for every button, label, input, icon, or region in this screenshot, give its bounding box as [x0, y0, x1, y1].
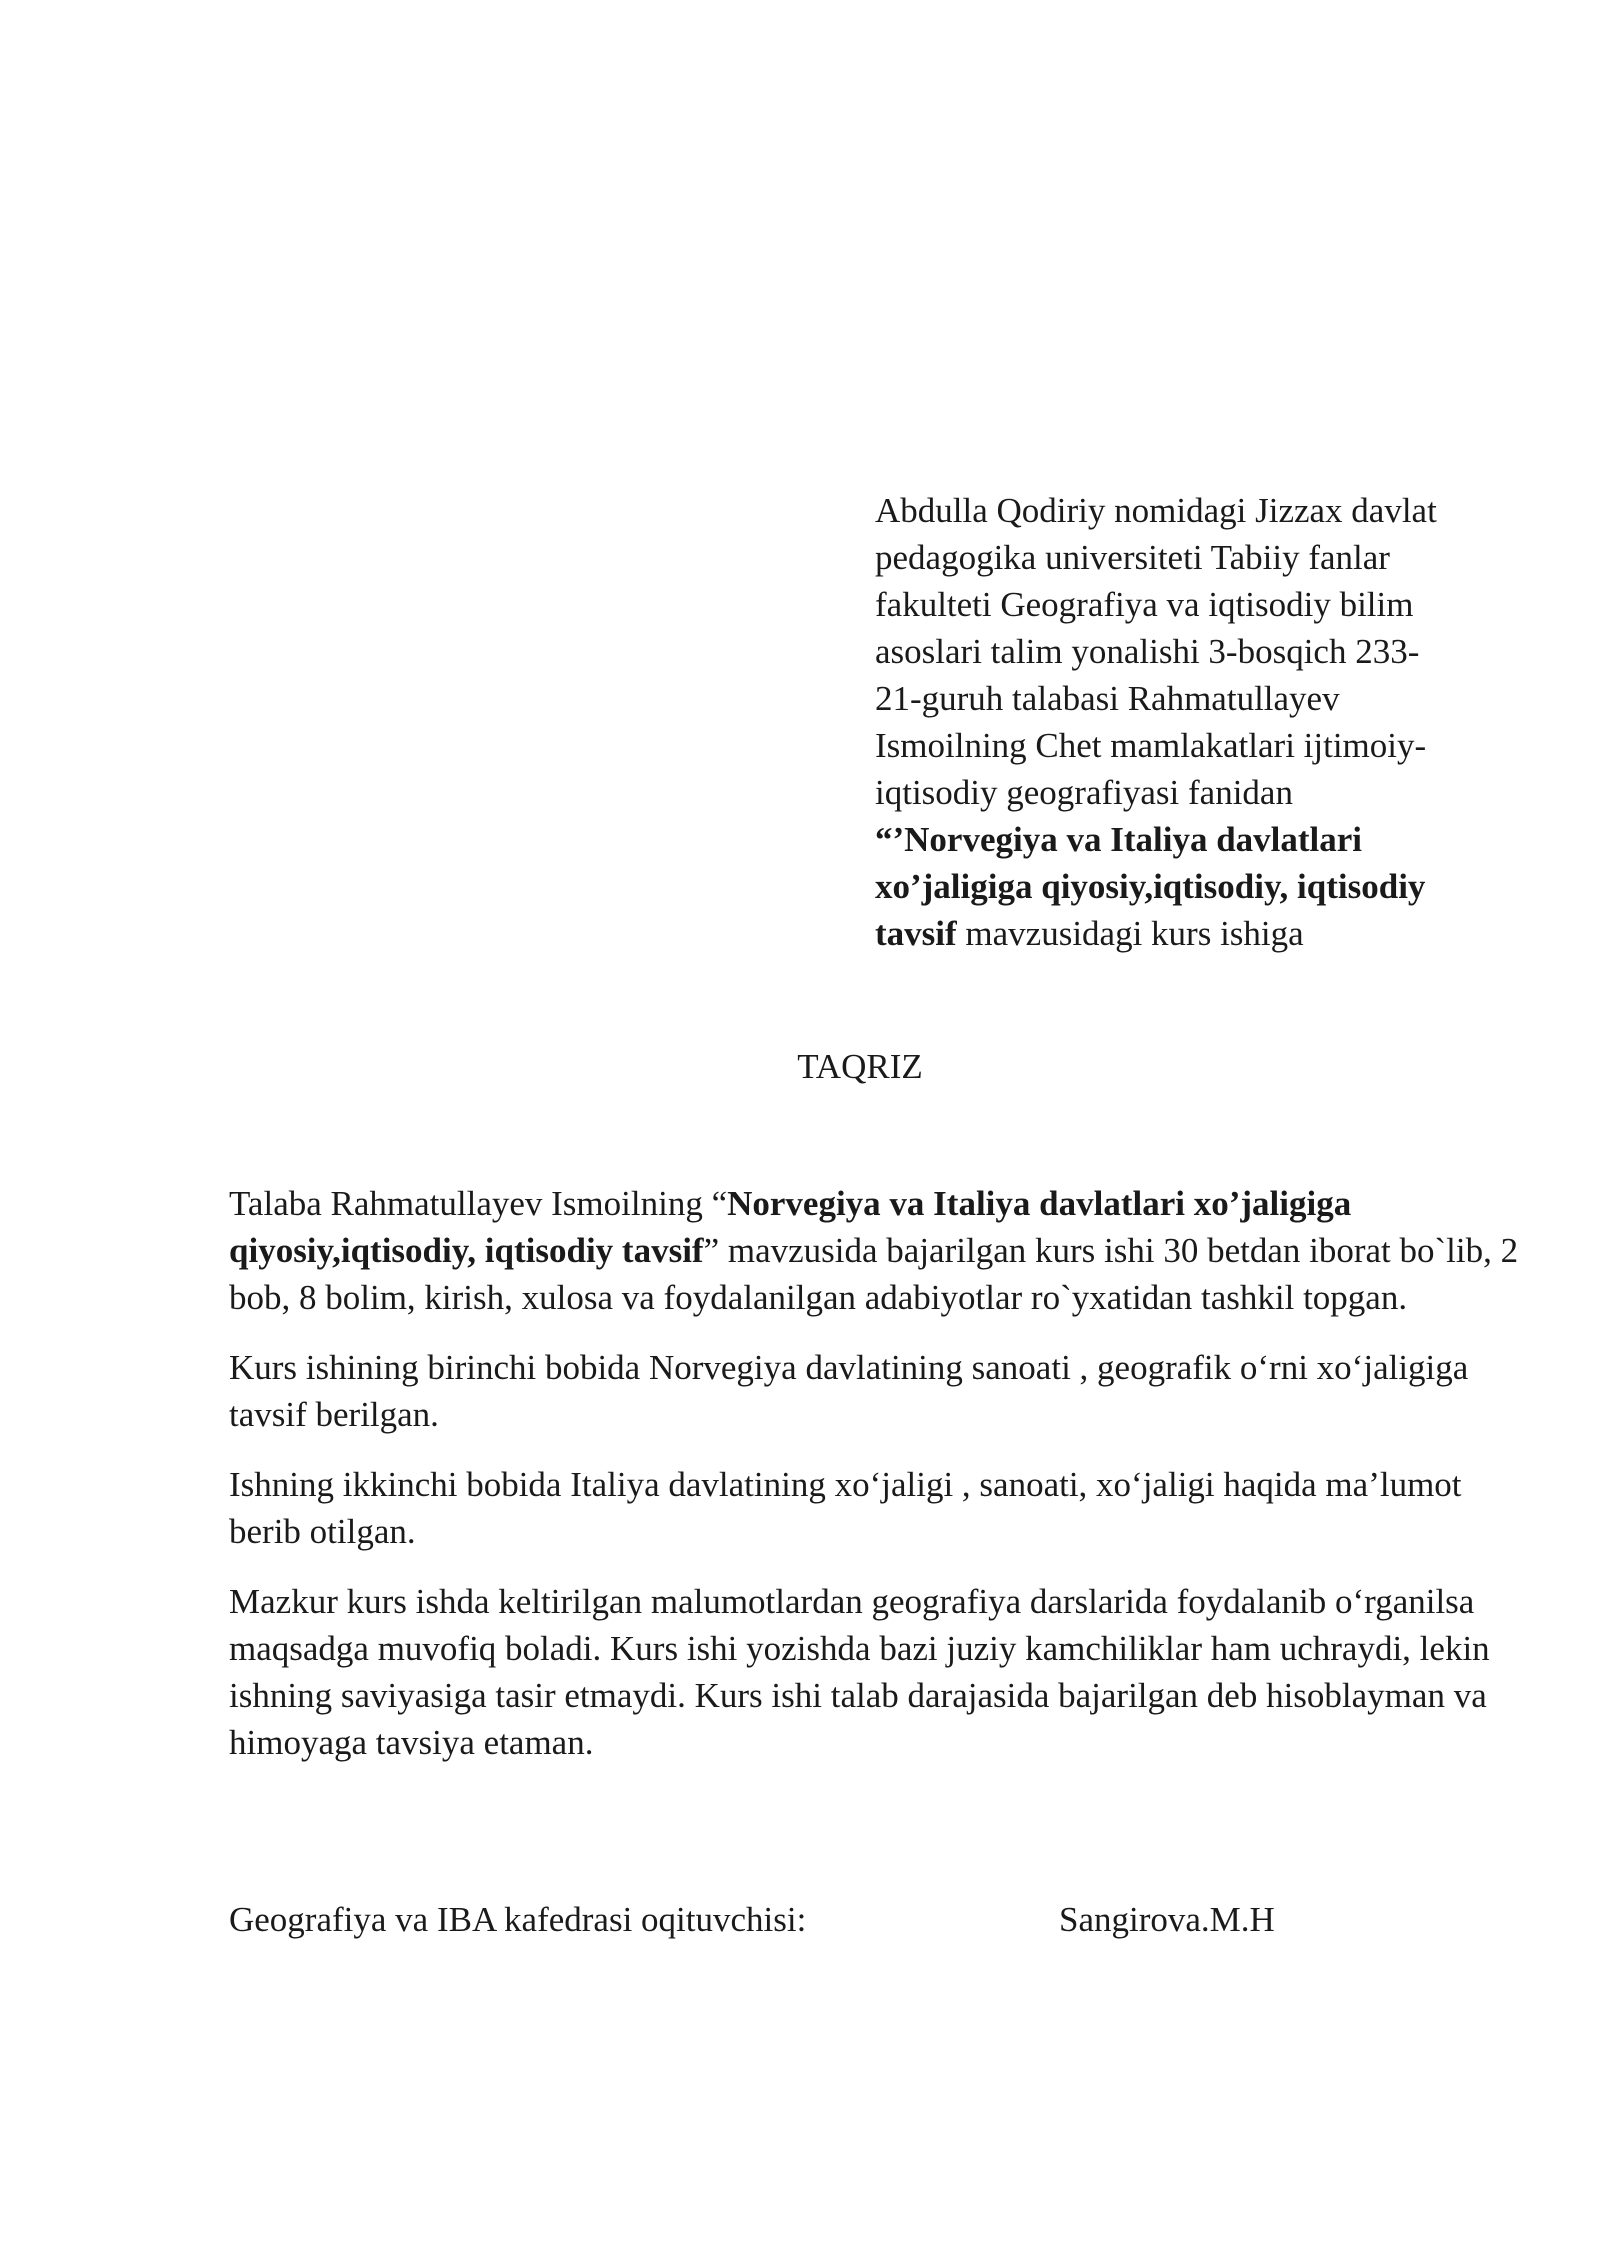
- paragraph-conclusion: Mazkur kurs ishda keltirilgan malumotlardan geografiya darslarida foydalanib o‘rganilsa maqsadga muvofiq boladi. Kurs ishi yozishda bazi juziy kamchiliklar ham uchraydi, lekin ishning saviyasiga tasir etmaydi. Kurs ishi talab darajasida bajarilgan deb hisoblayman va himoyaga tavsiya etaman.: [229, 1582, 1490, 1762]
- address-line: 21-guruh talabasi Rahmatullayev: [875, 679, 1340, 718]
- topic-title-part-2: xo’jaligiga qiyosiy,iqtisodiy, iqtisodiy: [875, 867, 1426, 906]
- paragraph-chapter-two: Ishning ikkinchi bobida Italiya davlatining xo‘jaligi , sanoati, xo‘jaligi haqida ma’lumot berib otilgan.: [229, 1465, 1462, 1551]
- paragraph-intro-topic: Norvegiya va Italiya davlatlari xo’jaligiga qiyosiy,iqtisodiy, iqtisodiy tavsif: [229, 1184, 1352, 1270]
- topic-line-3: [875, 910, 1495, 957]
- address-line: Abdulla Qodiriy nomidagi Jizzax davlat: [875, 491, 1437, 530]
- paragraph-chapter-one: Kurs ishining birinchi bobida Norvegiya davlatining sanoati , geografik o‘rni xo‘jaligiga tavsif berilgan.: [229, 1348, 1469, 1434]
- topic-line-2: [875, 863, 1495, 910]
- reviewer-name: Sangirova.M.H: [1059, 1900, 1275, 1939]
- document-title: TAQRIZ: [797, 1047, 923, 1086]
- topic-title-part-3: tavsif: [875, 914, 957, 953]
- address-line: pedagogika universiteti Tabiiy fanlar: [875, 538, 1390, 577]
- address-line: iqtisodiy geografiyasi fanidan: [875, 773, 1293, 812]
- topic-line-1: [875, 816, 1495, 863]
- reviewer-position: Geografiya va IBA kafedrasi oqituvchisi:: [229, 1900, 807, 1939]
- topic-title-part-1: “’Norvegiya va Italiya davlatlari: [875, 820, 1363, 859]
- addressee-block: [875, 487, 1495, 957]
- address-line: asoslari talim yonalishi 3-bosqich 233-: [875, 632, 1420, 671]
- topic-suffix: mavzusidagi kurs ishiga: [956, 914, 1304, 953]
- address-line: fakulteti Geografiya va iqtisodiy bilim: [875, 585, 1414, 624]
- paragraph-intro-tail: ” mavzusida bajarilgan kurs ishi 30 betdan iborat bo`lib, 2 bob, 8 bolim, kirish, xulosa va foydalanilgan adabiyotlar ro`yxatidan tashkil topgan.: [229, 1231, 1519, 1317]
- paragraph-intro: [229, 1180, 1519, 1321]
- address-line: Ismoilning Chet mamlakatlari ijtimoiy-: [875, 726, 1427, 765]
- review-body: [229, 1180, 1519, 1789]
- signature-line: [229, 1896, 1519, 1943]
- paragraph-intro-lead: Talaba Rahmatullayev Ismoilning “: [229, 1184, 728, 1223]
